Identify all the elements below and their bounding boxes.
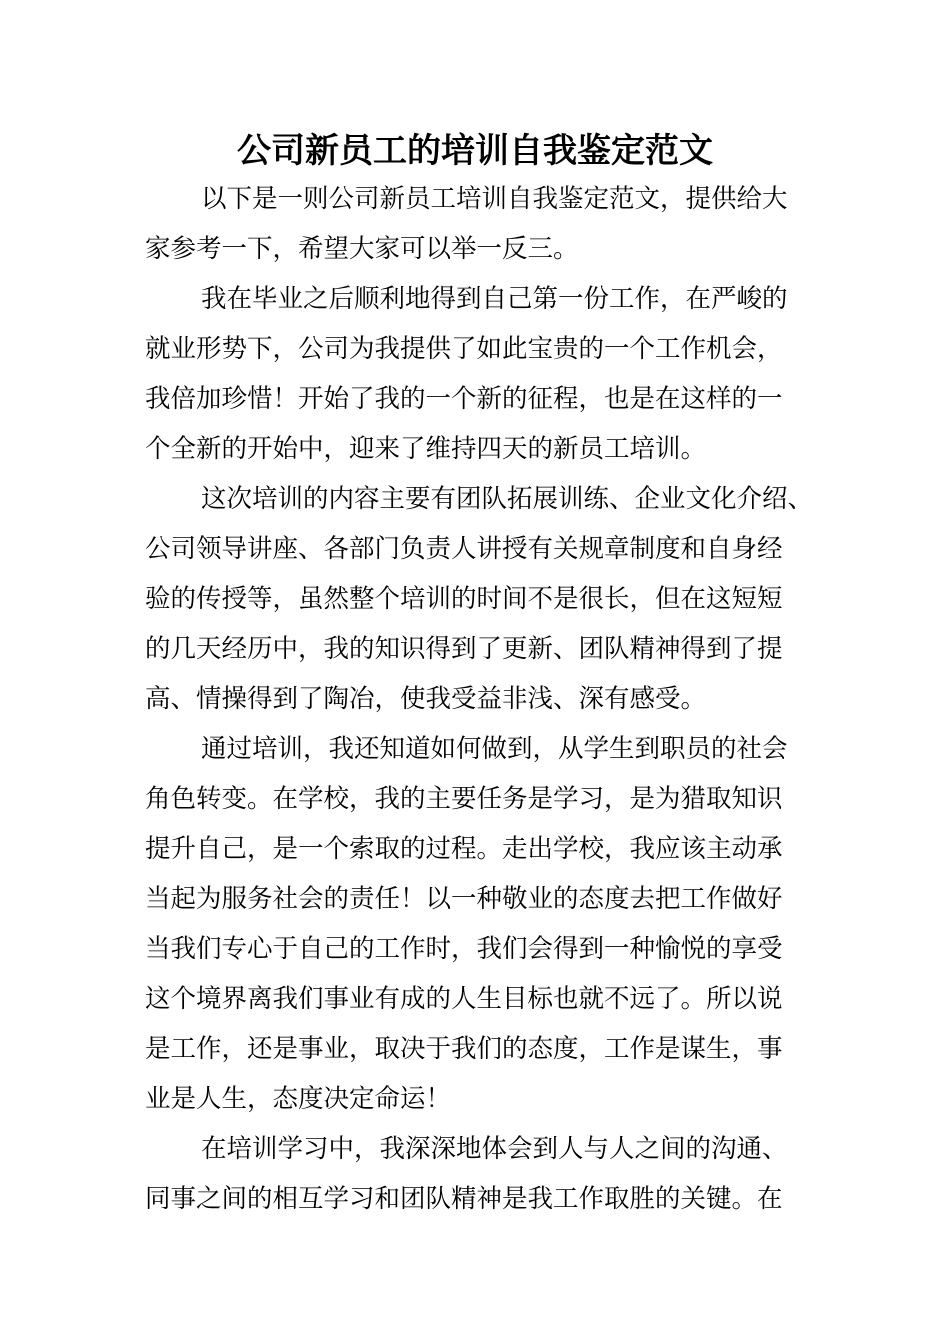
text-line: 的几天经历中，我的知识得到了更新、团队精神得到了提 <box>145 634 783 664</box>
text-line: 通过培训，我还知道如何做到，从学生到职员的社会 <box>201 734 788 764</box>
text-line: 家参考一下，希望大家可以举一反三。 <box>145 234 579 264</box>
text-line: 我倍加珍惜！开始了我的一个新的征程，也是在这样的一 <box>145 384 783 414</box>
text-line: 验的传授等，虽然整个培训的时间不是很长，但在这短短 <box>145 584 783 614</box>
paragraph-4 <box>145 724 845 1124</box>
text-line: 提升自己，是一个索取的过程。走出学校，我应该主动承 <box>145 834 783 864</box>
document-body <box>145 174 845 1224</box>
text-line: 高、情操得到了陶冶，使我受益非浅、深有感受。 <box>145 684 707 714</box>
text-line: 公司领导讲座、各部门负责人讲授有关规章制度和自身经 <box>145 534 783 564</box>
text-line: 同事之间的相互学习和团队精神是我工作取胜的关键。在 <box>145 1184 783 1214</box>
text-line: 业是人生，态度决定命运！ <box>145 1084 452 1114</box>
text-line: 以下是一则公司新员工培训自我鉴定范文，提供给大 <box>201 184 788 214</box>
paragraph-2 <box>145 274 845 474</box>
paragraph-3 <box>145 474 845 724</box>
paragraph-1 <box>145 174 845 274</box>
text-line: 个全新的开始中，迎来了维持四天的新员工培训。 <box>145 434 707 464</box>
text-line: 就业形势下，公司为我提供了如此宝贵的一个工作机会， <box>145 334 783 364</box>
text-line: 当起为服务社会的责任！以一种敬业的态度去把工作做好 <box>145 884 783 914</box>
text-line: 这次培训的内容主要有团队拓展训练、企业文化介绍、 <box>201 484 814 514</box>
text-line: 我在毕业之后顺利地得到自己第一份工作，在严峻的 <box>201 284 788 314</box>
text-line: 角色转变。在学校，我的主要任务是学习，是为猎取知识 <box>145 784 783 814</box>
text-line: 这个境界离我们事业有成的人生目标也就不远了。所以说 <box>145 984 783 1014</box>
text-line: 在培训学习中，我深深地体会到人与人之间的沟通、 <box>201 1134 788 1164</box>
text-line: 当我们专心于自己的工作时，我们会得到一种愉悦的享受 <box>145 934 783 964</box>
paragraph-5 <box>145 1124 845 1224</box>
text-line: 是工作，还是事业，取决于我们的态度，工作是谋生，事 <box>145 1034 783 1064</box>
document-title: 公司新员工的培训自我鉴定范文 <box>237 131 713 171</box>
